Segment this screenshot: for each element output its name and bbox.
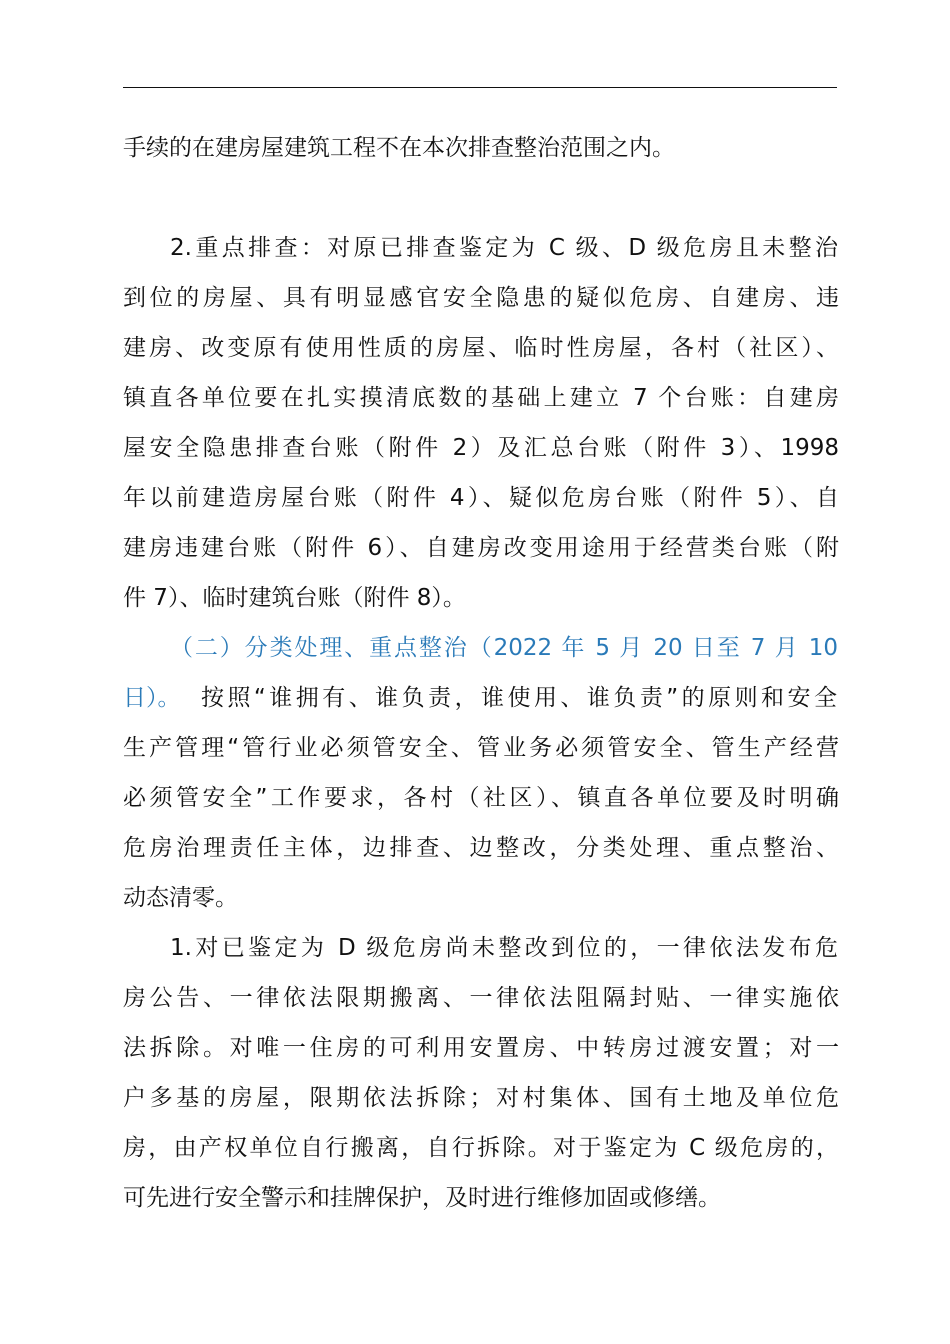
text-line: 按照“谁拥有、谁负责，谁使用、谁负责”的原则和安全 [201, 685, 837, 711]
section-heading: （二）分类处理、重点整治（2022 年 5 月 20 日至 7 月 10 [170, 635, 838, 661]
text-line: 房，由产权单位自行搬离，自行拆除。对于鉴定为 C 级危房的， [123, 1135, 839, 1161]
text-line: 建房违建台账（附件 6）、自建房改变用途用于经营类台账（附 [123, 535, 839, 561]
text-line: 手续的在建房屋建筑工程不在本次排查整治范围之内。 [123, 135, 675, 161]
text-line: 2.重点排查：对原已排查鉴定为 C 级、D 级危房且未整治 [170, 235, 838, 261]
text-line: 必须管安全”工作要求，各村（社区）、镇直各单位要及时明确 [123, 785, 839, 811]
text-line: 件 7）、临时建筑台账（附件 8）。 [123, 585, 466, 611]
text-line: 可先进行安全警示和挂牌保护，及时进行维修加固或修缮。 [123, 1185, 721, 1211]
text-line: 动态清零。 [123, 885, 238, 911]
text-line: 1.对已鉴定为 D 级危房尚未整改到位的，一律依法发布危 [170, 935, 838, 961]
text-line: 房公告、一律依法限期搬离、一律依法阻隔封贴、一律实施依 [123, 985, 839, 1011]
text-line: 危房治理责任主体，边排查、边整改，分类处理、重点整治、 [123, 835, 839, 861]
text-line: 屋安全隐患排查台账（附件 2）及汇总台账（附件 3）、1998 [123, 435, 839, 461]
text-line: 户多基的房屋，限期依法拆除；对村集体、国有土地及单位危 [123, 1085, 839, 1111]
text-line: 到位的房屋、具有明显感官安全隐患的疑似危房、自建房、违 [123, 285, 839, 311]
text-line: 建房、改变原有使用性质的房屋、临时性房屋，各村（社区）、 [123, 335, 839, 361]
text-line: 年以前建造房屋台账（附件 4）、疑似危房台账（附件 5）、自 [123, 485, 839, 511]
section-heading-cont: 日）。 [123, 685, 181, 711]
header-rule [123, 87, 837, 88]
text-line: 法拆除。对唯一住房的可利用安置房、中转房过渡安置；对一 [123, 1035, 839, 1061]
text-line: 生产管理“管行业必须管安全、管业务必须管安全、管生产经营 [123, 735, 839, 761]
text-line: 镇直各单位要在扎实摸清底数的基础上建立 7 个台账：自建房 [123, 385, 839, 411]
